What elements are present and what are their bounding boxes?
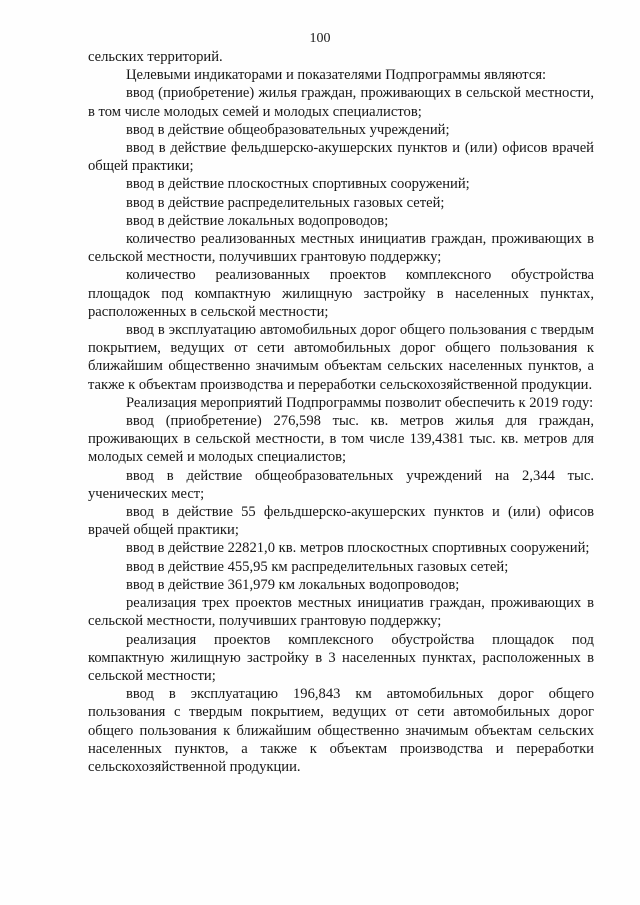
paragraph: реализация проектов комплексного обустройства площадок под компактную жилищную застройку в 3 населенных пунктах, расположенных в сельской местности; — [88, 631, 594, 684]
paragraph: ввод (приобретение) 276,598 тыс. кв. метров жилья для граждан, проживающих в сельской местности, в том числе 139,4381 тыс. кв. метров для молодых семей и молодых специалистов; — [88, 413, 594, 466]
paragraph: ввод в действие общеобразовательных учреждений; — [126, 121, 450, 138]
paragraph: ввод в эксплуатацию 196,843 км автомобильных дорог общего пользования с твердым покрытием, ведущих от сети автомобильных дорог общего пользования к ближайшим общественно значимым объектам сельских населенных пунктов, а также к объектам производства и переработки сельскохозяйственной продукции. — [88, 686, 594, 775]
paragraph: ввод в действие локальных водопроводов; — [126, 212, 389, 229]
paragraph: ввод в действие 455,95 км распределительных газовых сетей; — [126, 558, 509, 575]
page-number: 100 — [309, 31, 331, 46]
paragraph: ввод в действие 55 фельдшерско-акушерских пунктов и (или) офисов врачей общей практики; — [88, 504, 594, 539]
paragraph: Целевыми индикаторами и показателями Подпрограммы являются: — [126, 67, 547, 84]
document-body — [88, 48, 594, 776]
paragraph: ввод в действие распределительных газовых сетей; — [126, 194, 445, 211]
paragraph: количество реализованных проектов комплексного обустройства площадок под компактную жилищную застройку в населенных пунктах, расположенных в сельской местности; — [88, 267, 594, 320]
paragraph: ввод (приобретение) жилья граждан, проживающих в сельской местности, в том числе молодых семей и молодых специалистов; — [88, 85, 594, 120]
paragraph: ввод в действие 22821,0 кв. метров плоскостных спортивных сооружений; — [126, 540, 590, 557]
paragraph: ввод в действие фельдшерско-акушерских пунктов и (или) офисов врачей общей практики; — [88, 140, 594, 175]
paragraph: количество реализованных местных инициатив граждан, проживающих в сельской местности, получивших грантовую поддержку; — [88, 231, 594, 266]
paragraph: ввод в эксплуатацию автомобильных дорог общего пользования с твердым покрытием, ведущих от сети автомобильных дорог общего пользования к ближайшим общественно значимым объектам сельских населенных пунктов, а также к объектам производства и переработки сельскохозяйственной продукции. — [88, 322, 594, 393]
paragraph: ввод в действие 361,979 км локальных водопроводов; — [126, 576, 460, 593]
paragraph: Реализация мероприятий Подпрограммы позволит обеспечить к 2019 году: — [126, 394, 594, 411]
paragraph: ввод в действие общеобразовательных учреждений на 2,344 тыс. ученических мест; — [88, 467, 594, 502]
paragraph: реализация трех проектов местных инициатив граждан, проживающих в сельской местности, получивших грантовую поддержку; — [88, 595, 594, 630]
paragraph: ввод в действие плоскостных спортивных сооружений; — [126, 176, 470, 193]
paragraph: сельских территорий. — [88, 49, 223, 65]
